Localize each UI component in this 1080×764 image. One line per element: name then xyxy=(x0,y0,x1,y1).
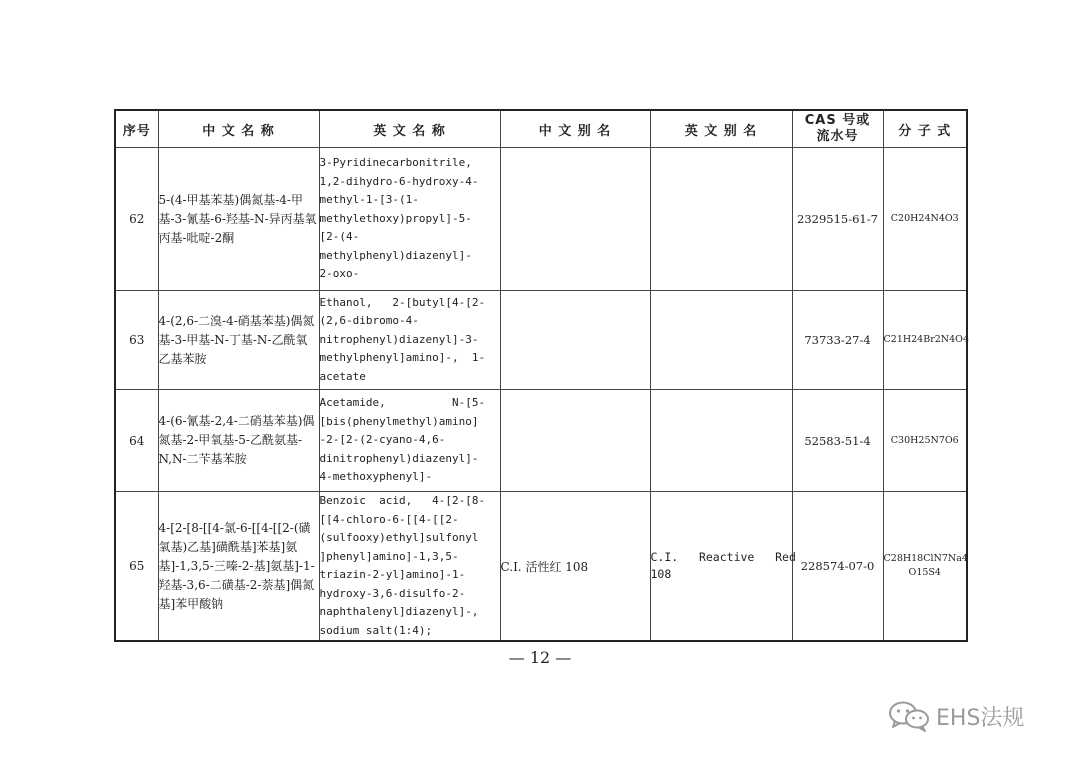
table-row xyxy=(115,148,967,291)
row-cn-name: 4-(6-氰基-2,4-二硝基苯基)偶氮基-2-甲氧基-5-乙酰氨基-N,N-二苄基苯胺 xyxy=(158,390,319,492)
row-index: 64 xyxy=(115,390,158,492)
row-formula: C30H25N7O6 xyxy=(883,390,967,492)
header-row xyxy=(115,110,967,148)
row-cas: 228574-07-0 xyxy=(792,492,883,642)
watermark-text: EHS法规 xyxy=(936,705,1025,731)
row-cas: 73733-27-4 xyxy=(792,291,883,390)
table-row xyxy=(115,492,967,642)
row-index: 65 xyxy=(115,492,158,642)
row-cn-alias xyxy=(500,291,650,390)
table-row xyxy=(115,291,967,390)
row-cn-alias: C.I. 活性红 108 xyxy=(500,492,650,642)
watermark xyxy=(888,700,1024,732)
row-en-alias xyxy=(650,148,792,291)
header-index: 序号 xyxy=(115,110,158,148)
row-cn-name: 5-(4-甲基苯基)偶氮基-4-甲基-3-氰基-6-羟基-N-异丙基氧丙基-吡啶-2酮 xyxy=(158,148,319,291)
wechat-icon xyxy=(888,700,930,732)
header-cn-name: 中 文 名 称 xyxy=(158,110,319,148)
row-index: 62 xyxy=(115,148,158,291)
header-cn-alias: 中 文 别 名 xyxy=(500,110,650,148)
chemical-table xyxy=(114,109,968,642)
row-en-name: Ethanol, 2-[butyl[4-[2- (2,6-dibromo-4- nitrophenyl)diazenyl]-3- methylphenyl]amino]-, 1- acetate xyxy=(319,291,500,390)
row-en-name: Benzoic acid, 4-[2-[8- [[4-chloro-6-[[4-[[2- (sulfooxy)ethyl]sulfonyl ]phenyl]amino]-1,3,5- triazin-2-yl]amino]-1- hydroxy-3,6-disulfo-2- naphthalenyl]diazenyl]-, sodium salt(1:4); xyxy=(319,492,500,642)
row-index: 63 xyxy=(115,291,158,390)
header-en-alias: 英 文 别 名 xyxy=(650,110,792,148)
row-formula: C21H24Br2N4O4 xyxy=(883,291,967,390)
row-cas: 52583-51-4 xyxy=(792,390,883,492)
row-cn-name: 4-(2,6-二溴-4-硝基苯基)偶氮基-3-甲基-N-丁基-N-乙酰氧乙基苯胺 xyxy=(158,291,319,390)
header-cas xyxy=(792,110,883,148)
header-en-name: 英 文 名 称 xyxy=(319,110,500,148)
row-formula: C28H18ClN7Na4 O15S4 xyxy=(883,492,967,642)
header-cas-line1: CAS 号或 xyxy=(804,113,871,128)
page-number: — 12 — xyxy=(508,648,572,667)
row-cas: 2329515-61-7 xyxy=(792,148,883,291)
table-row xyxy=(115,390,967,492)
header-cas-line2: 流水号 xyxy=(816,129,859,144)
row-cn-alias xyxy=(500,148,650,291)
row-en-alias: C.I. Reactive Red 108 xyxy=(650,492,792,642)
row-cn-name: 4-[2-[8-[[4-氯-6-[[4-[[2-(磺氧基)乙基]磺酰基]苯基]氨基]-1,3,5-三嗪-2-基]氨基]-1-羟基-3,6-二磺基-2-萘基]偶氮基]苯甲酸钠 xyxy=(158,492,319,642)
row-en-name: 3-Pyridinecarbonitrile, 1,2-dihydro-6-hydroxy-4- methyl-1-[3-(1- methylethoxy)propyl]-5- [2-(4- methylphenyl)diazenyl]- 2-oxo- xyxy=(319,148,500,291)
row-en-name: Acetamide, N-[5- [bis(phenylmethyl)amino] -2-[2-(2-cyano-4,6- dinitrophenyl)diazenyl]- 4-methoxyphenyl]- xyxy=(319,390,500,492)
header-formula: 分 子 式 xyxy=(883,110,967,148)
row-en-alias xyxy=(650,291,792,390)
row-en-alias xyxy=(650,390,792,492)
row-cn-alias xyxy=(500,390,650,492)
row-formula: C20H24N4O3 xyxy=(883,148,967,291)
